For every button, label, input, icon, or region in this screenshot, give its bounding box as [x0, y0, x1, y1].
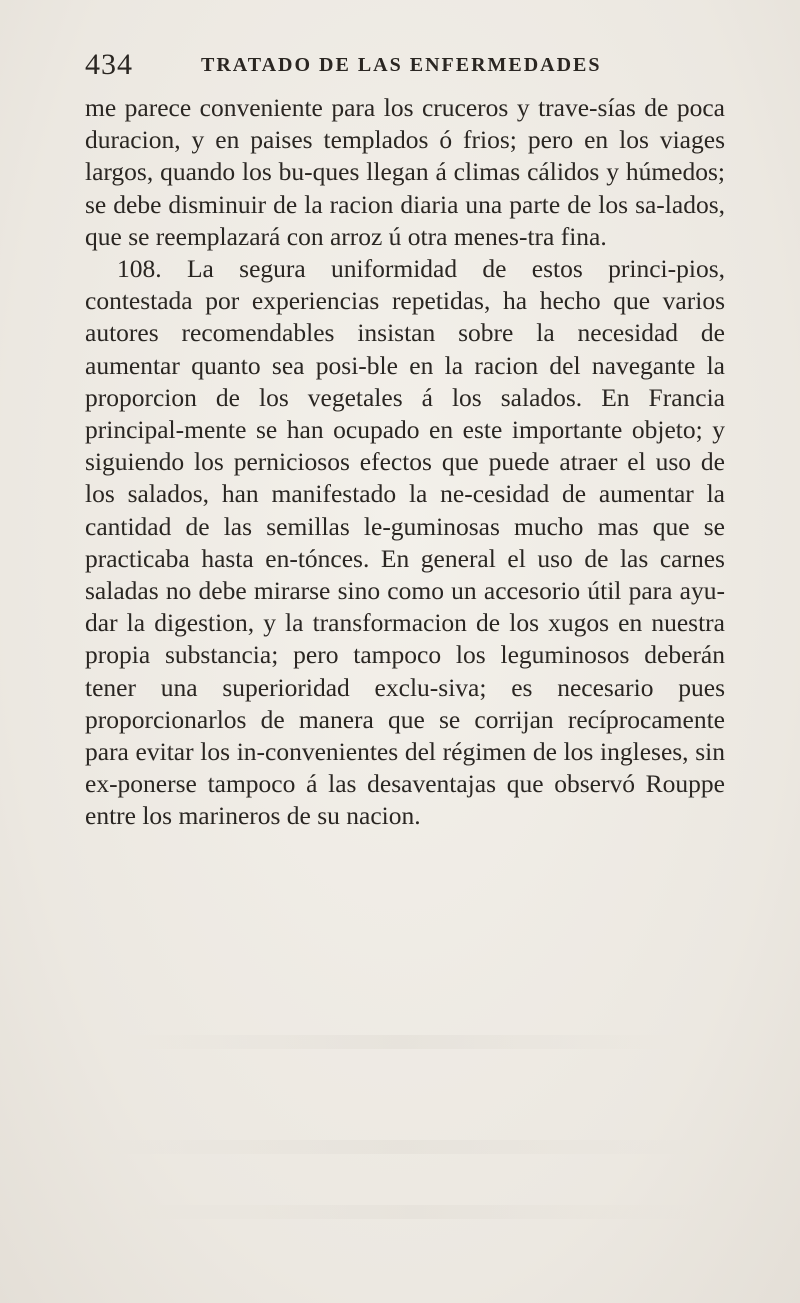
show-through-mark: [120, 1035, 680, 1049]
paragraph-108: 108. La segura uniformidad de estos princi-pios, contestada por experiencias repetidas, ha hecho que varios autores recomendables insistan sobre la necesidad de aumentar quanto sea posi-ble en la racion del navegante la proporcion de los vegetales á los salados. En Francia principal-mente se han ocupado en este importante objeto; y siguiendo los perniciosos efectos que puede atraer el uso de los salados, han manifestado la ne-cesidad de aumentar la cantidad de las semillas le-guminosas mucho mas que se practicaba hasta en-tónces. En general el uso de las carnes saladas no debe mirarse sino como un accesorio útil para ayu-dar la digestion, y la transformacion de los xugos en nuestra propia substancia; pero tampoco los leguminosos deberán tener una superioridad exclu-siva; es necesario pues proporcionarlos de manera que se corrijan recíprocamente para evitar los in-convenientes del régimen de los ingleses, sin ex-ponerse tampoco á las desaventajas que observó Rouppe entre los marineros de su nacion.: [85, 254, 725, 831]
page-number: 434: [85, 48, 133, 81]
page-header: [85, 48, 725, 88]
show-through-mark: [100, 1140, 700, 1154]
body-text: [85, 92, 725, 833]
show-through-mark: [130, 1205, 700, 1219]
running-head: TRATADO DE LAS ENFERMEDADES: [201, 54, 602, 76]
paragraph-continuation: me parece conveniente para los cruceros y trave-sías de poca duracion, y en paises templados ó frios; pero en los viages largos, quando los bu-ques llegan á climas cálidos y húmedos; se debe disminuir de la racion diaria una parte de los sa-lados, que se reemplazará con arroz ú otra menes-tra fina.: [85, 93, 725, 251]
